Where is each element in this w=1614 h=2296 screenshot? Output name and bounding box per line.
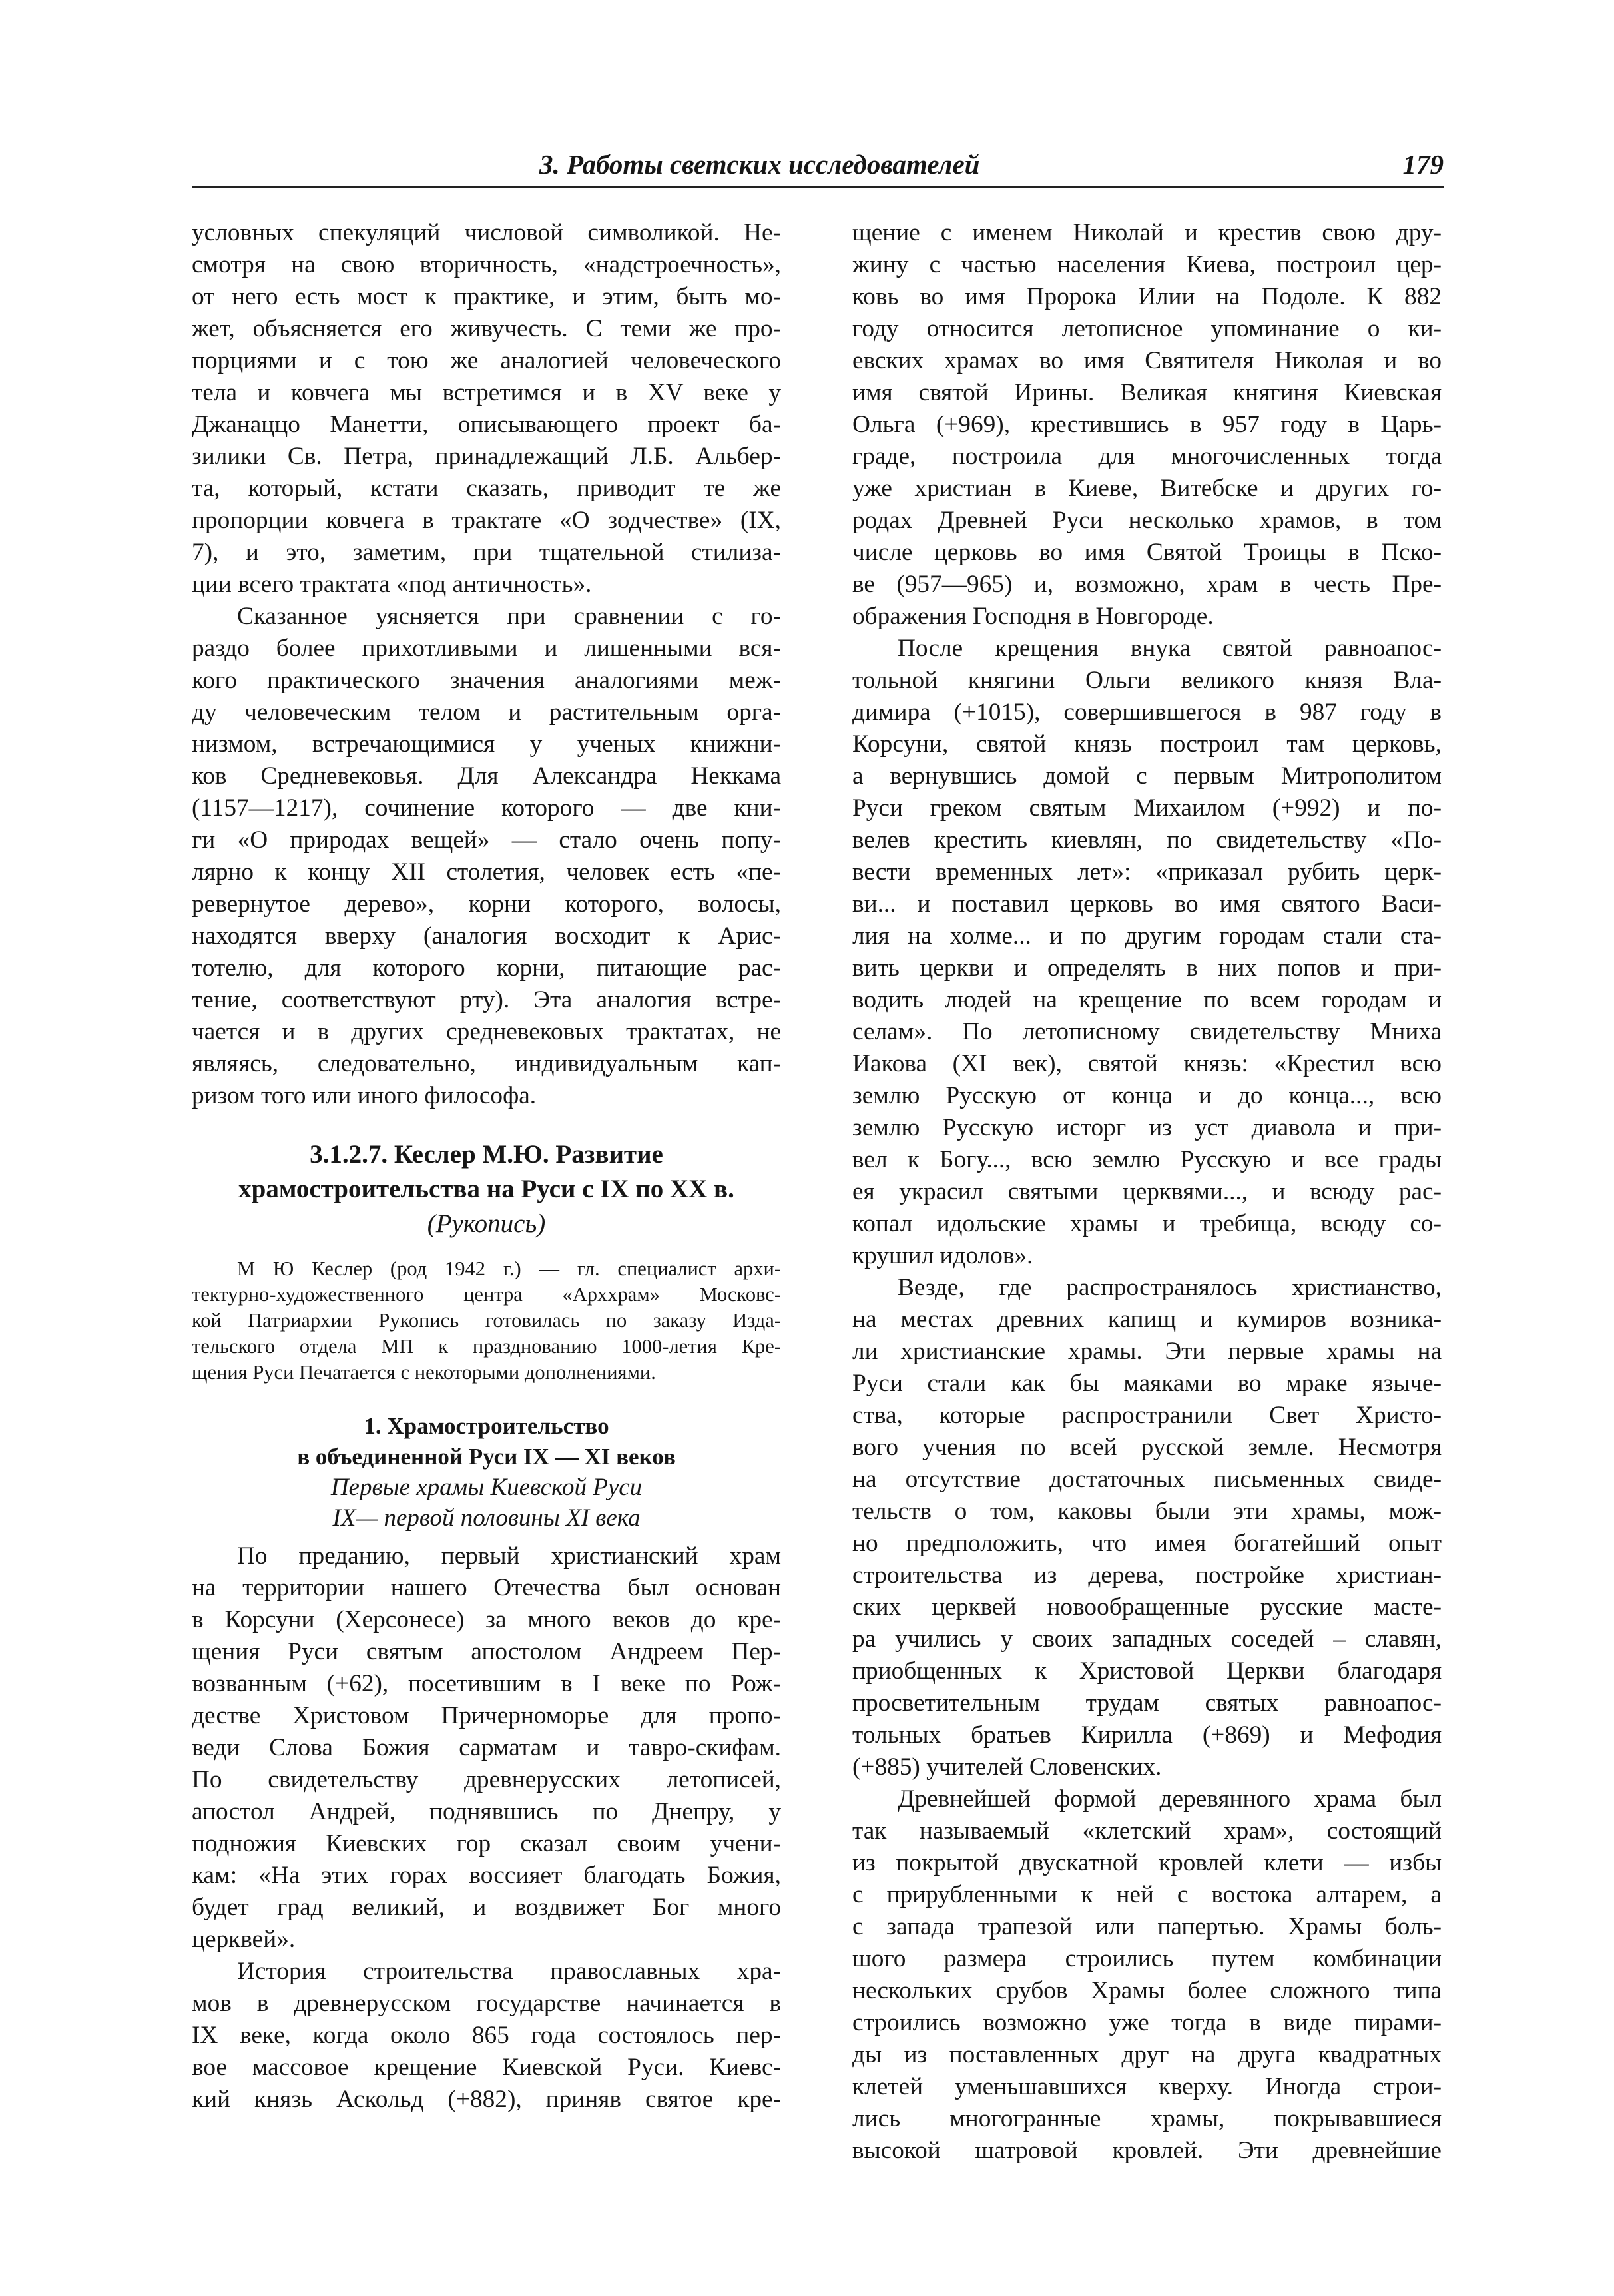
text-line: являясь, следовательно, индивидуальным кап- [192,1050,781,1077]
text-line: ви... и поставил церковь во имя святого Васи- [852,890,1442,918]
text-line: вел к Богу..., всю землю Русскую и все грады [852,1146,1442,1173]
text-line: кий князь Аскольд (+882), приняв святое кре- [192,2086,781,2113]
text-line: уже христиан в Киеве, Витебске и других го- [852,475,1442,502]
text-line: церквей». [192,1926,296,1953]
paragraph [852,217,1442,633]
chapter-subtitle: Первые храмы Киевской Руси [330,1474,643,1501]
text-line: ея украсил святыми церквями..., и всюду рас- [852,1178,1442,1205]
text-line: землю Русскую от конца и до конца..., всю [852,1082,1442,1109]
text-line: (+885) учителей Словенских. [852,1753,1162,1781]
text-line: году относится летописное упоминание о ки- [852,315,1442,342]
text-line: евских храмах во имя Святителя Николая и во [852,347,1442,374]
text-line: кой Патриархии Рукопись готовилась по заказу Изда- [192,1309,781,1332]
text-line: тельского отдела МП к празднованию 1000-летия Кре- [192,1335,781,1358]
text-line: Ольга (+969), крестившись в 957 году в Царь- [852,411,1442,438]
text-line: ды из поставленных друг на друга квадратных [852,2041,1442,2068]
text-line: строительства из дерева, постройке христиан- [852,1562,1442,1589]
text-line: щения Руси Печатается с некоторыми дополнениями. [192,1361,656,1384]
text-line: тела и ковчега мы встретимся и в XV веке у [192,379,781,406]
text-line: Руси греком святым Михаилом (+992) и по- [852,794,1442,822]
paragraph [852,633,1442,1272]
chapter-subtitle: IX— первой половины XI века [332,1504,641,1532]
text-line: IX веке, когда около 865 года состоялось пер- [192,2022,781,2049]
text-line: веди Слова Божия сарматам и тавро-скифам. [192,1734,781,1761]
text-line: низмом, встречающимися у ученых книжни- [192,730,781,758]
text-line: лись многогранные храмы, покрывавшиеся [852,2105,1442,2132]
text-line: щения Руси святым апостолом Андреем Пер- [192,1638,781,1665]
text-line: По преданию, первый христианский храм [237,1542,781,1570]
text-line: тение, соответствуют рту). Эта аналогия встре- [192,986,781,1013]
text-line: клетей уменьшавшихся кверху. Иногда строи- [852,2073,1442,2100]
text-line: смотря на свою вторичность, «надстроечность», [192,251,781,278]
text-line: на отсутствие достаточных письменных свиде- [852,1466,1442,1493]
text-line: Везде, где распространялось христианство, [898,1274,1442,1301]
spacer [192,1534,781,1540]
text-line: приобщенных к Христовой Церкви благодаря [852,1657,1442,1685]
section-subtitle: (Рукопись) [427,1209,546,1238]
text-line: возванным (+62), посетившим в I веке по Рож- [192,1670,781,1697]
right-column [852,217,1442,2167]
spacer [192,1241,781,1256]
text-line: ции всего трактата «под античность». [192,571,592,598]
text-line: в Корсуни (Херсонесе) за много веков до кре- [192,1606,781,1633]
text-line: Руси стали как бы маяками во мраке язычe- [852,1370,1442,1397]
text-line: тельств о том, каковы были эти храмы, мож- [852,1498,1442,1525]
text-line: Древнейшей формой деревянного храма был [898,1785,1442,1813]
text-line: раздо более прихотливыми и лишенными вся- [192,635,781,662]
paragraph [192,217,781,601]
chapter-title: в объединенной Руси IX — XI веков [297,1444,676,1470]
text-line: ризом того или иного философа. [192,1082,537,1109]
text-line: будет град великий, и воздвижет Бог много [192,1894,781,1921]
text-line: просветительным трудам святых равноапос- [852,1689,1442,1717]
text-line: чается и в других средневековых трактатах, не [192,1018,781,1045]
text-line: ги «О природах вещей» — стало очень попу- [192,826,781,854]
text-line: условных спекуляций числовой символикой. Не- [192,219,781,246]
text-line: ра учились у своих западных соседей – славян, [852,1625,1442,1653]
text-line: ковь во имя Пророка Илии на Подоле. К 882 [852,283,1442,310]
text-line: тотелю, для которого корни, питающие рас- [192,954,781,982]
text-line: щение с именем Николай и крестив свою дру- [852,219,1442,246]
text-line: М Ю Кеслер (род 1942 г.) — гл. специалист архи- [237,1257,781,1280]
text-line: числе церковь во имя Святой Троицы в Пско- [852,539,1442,566]
text-line: тектурно-художественного центра «Арххрам» Московс- [192,1283,781,1306]
section-title: 3.1.2.7. Кеслер М.Ю. Развитие [310,1140,663,1169]
text-line: строились возможно уже тогда в виде пирами- [852,2009,1442,2036]
text-line: жет, объясняется его живучесть. С теми же про- [192,315,781,342]
text-line: тольных братьев Кирилла (+869) и Мефодия [852,1721,1442,1749]
text-line: дестве Христовом Причерноморье для пропо- [192,1702,781,1729]
text-line: вить церкви и определять в них попов и при- [852,954,1442,982]
text-line: ства, которые распространили Свет Христо- [852,1402,1442,1429]
text-line: По свидетельству древнерусских летописей, [192,1766,781,1793]
text-line: землю Русскую исторг из уст диавола и при- [852,1114,1442,1141]
text-line: на местах древних капищ и кумиров возника- [852,1306,1442,1333]
text-line: апостол Андрей, поднявшись по Днепру, у [192,1798,781,1825]
text-line: селам». По летописному свидетельству Мниха [852,1018,1442,1045]
section-title: храмостроительства на Руси с IX по XX в. [238,1175,734,1203]
paragraph [192,601,781,1112]
text-line: ских церквей новообращенные русские масте- [852,1593,1442,1621]
text-line: ве (957—965) и, возможно, храм в честь Пре- [852,571,1442,598]
text-line: Иакова (XI век), святой князь: «Крестил всю [852,1050,1442,1077]
text-line: ревернутое дерево», корни которого, волосы, [192,890,781,918]
text-line: велев крестить киевлян, по свидетельству «По- [852,826,1442,854]
text-line: находятся вверху (аналогия восходит к Арис- [192,922,781,950]
text-line: водить людей на крещение по всем городам и [852,986,1442,1013]
text-line: а вернувшись домой с первым Митрополитом [852,762,1442,790]
paragraph [192,1540,781,1956]
text-line: шого размера строились путем комбинации [852,1945,1442,1972]
text-line: После крещения внука святой равноапос- [898,635,1442,662]
running-head [192,148,1444,188]
text-line: лия на холме... и по другим городам стали ста- [852,922,1442,950]
text-line: от него есть мост к практике, и этим, быть мо- [192,283,781,310]
text-line: но предположить, что имея богатейший опыт [852,1530,1442,1557]
text-line: имя святой Ирины. Великая княгиня Киевская [852,379,1442,406]
text-line: с прирубленными к ней с востока алтарем, а [852,1881,1442,1908]
text-line: копал идольские храмы и требища, всюду со- [852,1210,1442,1237]
chapter-title: 1. Храмостроительство [364,1413,609,1439]
text-line: (1157—1217), сочинение которого — две кни- [192,794,781,822]
text-line: Джанаццо Манетти, описывающего проект ба- [192,411,781,438]
abstract [192,1256,781,1386]
text-line: ображения Господня в Новгороде. [852,603,1214,630]
spacer [192,1112,781,1137]
text-line: пропорции ковчега в трактате «О зодчестве» (IX, [192,507,781,534]
text-line: порциями и с тою же аналогией человеческого [192,347,781,374]
text-line: димира (+1015), совершившегося в 987 году в [852,699,1442,726]
paragraph [852,1272,1442,1783]
text-line: ду человеческим телом и растительным орга- [192,699,781,726]
page-number: 179 [1402,149,1444,180]
text-line: высокой шатровой кровлей. Эти древнейшие [852,2137,1442,2164]
text-line: 7), и это, заметим, при тщательной стилиза- [192,539,781,566]
text-line: из покрытой двускатной кровлей клети — избы [852,1849,1442,1876]
text-line: тольной княгини Ольги великого князя Вла- [852,667,1442,694]
text-line: ли христианские храмы. Эти первые храмы на [852,1338,1442,1365]
text-line: кого практического значения аналогиями меж- [192,667,781,694]
text-line: родах Древней Руси несколько храмов, в том [852,507,1442,534]
text-line: нескольких срубов Храмы более сложного типа [852,1977,1442,2004]
text-line: на территории нашего Отечества был основан [192,1574,781,1601]
text-line: так называемый «клетский храм», состоящий [852,1817,1442,1845]
text-line: кам: «На этих горах воссияет благодать Божия, [192,1862,781,1889]
text-line: зилики Св. Петра, принадлежащий Л.Б. Альбер- [192,443,781,470]
text-line: граде, построила для многочисленных тогда [852,443,1442,470]
text-line: Сказанное уясняется при сравнении с го- [237,603,781,630]
text-line: вести временных лет»: «приказал рубить церк- [852,858,1442,886]
text-line: Корсуни, святой князь построил там церковь, [852,730,1442,758]
spacer [192,1386,781,1411]
text-line: лярно к концу XII столетия, человек есть «пе- [192,858,781,886]
text-line: с запада трапезой или папертью. Храмы боль- [852,1913,1442,1940]
text-line: История строительства православных хра- [237,1958,781,1985]
left-column [192,217,781,2116]
text-line: та, который, кстати сказать, приводит те же [192,475,781,502]
text-line: вое массовое крещение Киевской Руси. Киевс- [192,2054,781,2081]
paragraph [192,1956,781,2116]
text-line: вого учения по всей русской земле. Несмотря [852,1434,1442,1461]
text-line: жину с частью населения Киева, построил цер- [852,251,1442,278]
text-line: мов в древнерусском государстве начинается в [192,1990,781,2017]
text-line: крушил идолов». [852,1242,1033,1269]
text-line: ков Средневековья. Для Александра Неккама [192,762,781,790]
paragraph [852,1783,1442,2167]
running-title: 3. Работы светских исследователей [539,149,980,180]
text-line: подножия Киевских гор сказал своим учени- [192,1830,781,1857]
